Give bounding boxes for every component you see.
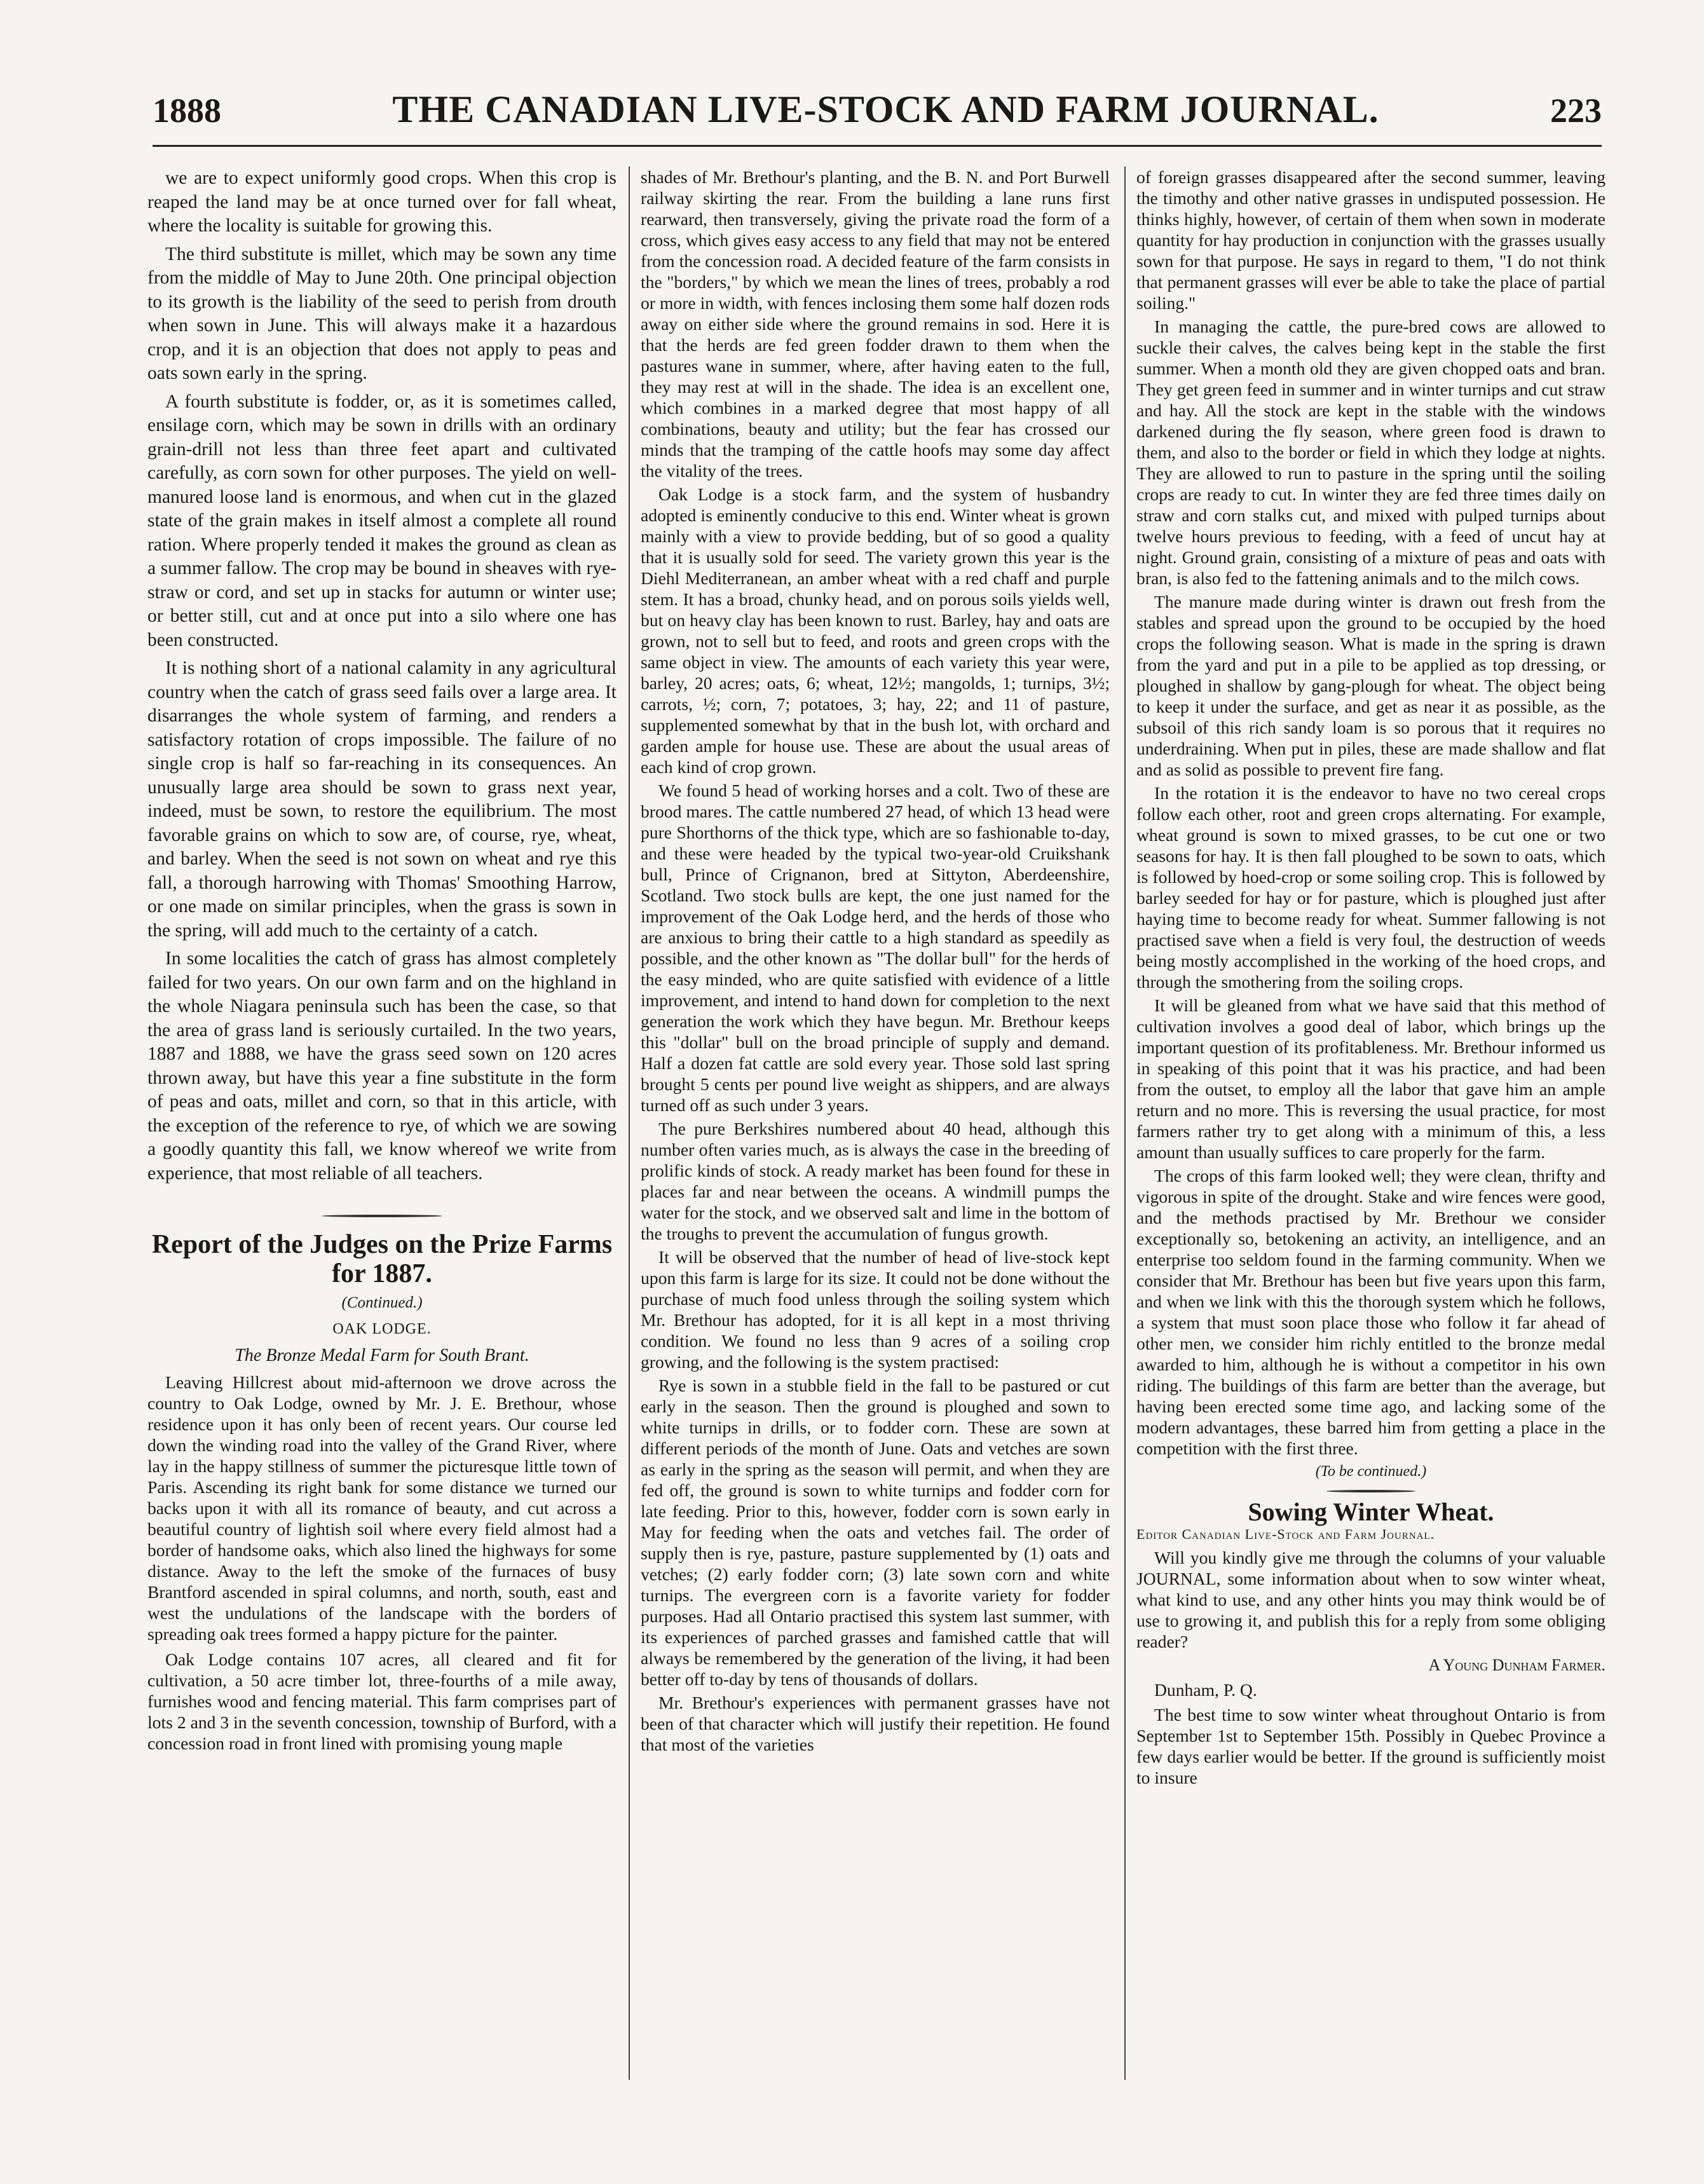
column-3	[1136, 167, 1605, 2073]
page-number: 223	[1550, 92, 1602, 130]
paragraph: of foreign grasses disappeared after the second summer, leaving the timothy and other native grasses in undisputed possession. He thinks highly, however, of certain of them when sown in moderate quantity for hay production in conjunction with the grasses usually sown for that purpose. He says in regard to them, "I do not think that permanent grasses will ever be able to take the place of partial soiling."	[1136, 167, 1605, 313]
paragraph: Oak Lodge is a stock farm, and the system of husbandry adopted is eminently conducive to this end. Winter wheat is grown mainly with a view to provide bedding, but of so good a quality that it is usually sold for seed. The variety grown this year is the Diehl Mediterranean, an amber wheat with a red chaff and purple stem. It has a broad, chunky head, and on porous soils yields well, but on heavy clay has been known to rust. Barley, hay and oats are grown, not to sell but to feed, and roots and green crops with the same object in view. The amounts of each variety this year were, barley, 20 acres; oats, 6; wheat, 12½; mangolds, 1; turnips, 3½; carrots, ½; corn, 7; potatoes, 3; hay, 22; and 11 of pasture, supplemented somewhat by that in the bush lot, with orchard and garden ample for house use. These are about the usual areas of each kind of crop grown.	[641, 484, 1110, 777]
letter-paragraph: Will you kindly give me through the columns of your valuable JOURNAL, some information about when to sow winter wheat, what kind to use, and any other hints you may think would be of use to growing it, and publish this for a reply from some obliging reader?	[1136, 1548, 1605, 1651]
paragraph: shades of Mr. Brethour's planting, and the B. N. and Port Burwell railway skirting the rear. From the building a lane runs first rearward, then transversely, giving the private road the form of a cross, which gives easy access to any field that may not be entered from the concession road. A decided feature of the farm consists in the "borders," by which we mean the lines of trees, probably a rod or more in width, with fences inclosing them some half dozen rods away on either side where the ground remains in sod. Here it is that the herds are fed green fodder drawn to them when the pastures wane in summer, where, after having eaten to the full, they may rest at will in the shade. The idea is an excellent one, which combines in a marked degree that most happy of all combinations, beauty and utility; but the fear has crossed our minds that the tramping of the cattle hoofs may some day affect the vitality of the trees.	[641, 167, 1110, 481]
paragraph: Oak Lodge contains 107 acres, all cleared and fit for cultivation, a 50 acre timber lot, three-fourths of a mile away, furnishes wood and fencing material. This farm comprises part of lots 2 and 3 in the seventh concession, township of Burford, with a concession road in front lined with promising young maple	[147, 1649, 617, 1753]
paragraph: In managing the cattle, the pure-bred cows are allowed to suckle their calves, the calves being kept in the stable the first summer. When a month old they are given chopped oats and bran. They get green feed in summer and in winter turnips and cut straw and hay. All the stock are kept in the stable with the windows darkened during the fly season, where green food is drawn to them, and also to the border or field in which they lodge at nights. They are allowed to run to pasture in the spring until the soiling crops are ready to cut. In winter they are fed three times daily on straw and corn stalks cut, and mixed with pulped turnips about twelve hours previous to feeding, with a feed of uncut hay at night. Ground grain, consisting of a mixture of peas and oats with bran, is also fed to the fattening animals and to the milch cows.	[1136, 317, 1605, 588]
paragraph: Rye is sown in a stubble field in the fall to be pastured or cut early in the season. Then the ground is ploughed and sown to white turnips in drills, or to fodder corn. These are sown at different periods of the month of June. Oats and vetches are sown as early in the spring as the season will permit, and when they are fed off, the ground is sown to white turnips and fodder corn for late feeding. Prior to this, however, fodder corn is sown early in May for feeding when the oats and vetches fail. The order of supply then is rye, pasture, pasture supplemented by (1) oats and vetches; (2) early fodder corn; (3) late sown corn and white turnips. The evergreen corn is a favorite variety for fodder purposes. Had all Ontario practised this system last summer, with its experiences of parched grasses and famished cattle that will always be remembered by the generation of the living, it had been better off to-day by tens of thousands of dollars.	[641, 1375, 1110, 1689]
article-title: Sowing Winter Wheat.	[1248, 1498, 1494, 1526]
paragraph: It will be gleaned from what we have said that this method of cultivation involves a good deal of labor, which brings up the important question of its profitableness. Mr. Brethour informed us in speaking of this point that it was his practice, and had been from the outset, to employ all the labor that gave him an ample return and no more. This is reversing the usual practice, for most farmers rather try to get along with a minimum of this, a less amount than usually suffices to care properly for the farm.	[1136, 995, 1605, 1162]
section-divider	[322, 1215, 442, 1217]
page-header	[153, 88, 1602, 147]
paragraph: A fourth substitute is fodder, or, as it is sometimes called, ensilage corn, which may be sown in drills with an ordinary grain-drill not less than three feet apart and cultivated carefully, as corn sown for other purposes. The yield on well-manured loose land is enormous, and when cut in the glazed state of the grain makes in itself almost a complete all round ration. Where properly tended it makes the ground as clean as a summer fallow. The crop may be bound in sheaves with rye-straw or cord, and set up in stacks for autumn or winter use; or better still, cut and at once put into a silo where one has been constructed.	[147, 391, 617, 650]
paragraph: It is nothing short of a national calamity in any agricultural country when the catch of grass seed fails over a large area. It disarranges the whole system of farming, and renders a satisfactory rotation of crops impossible. The failure of no single crop is half so far-reaching in its consequences. An unusually large area should be sown to grass next year, indeed, must be sown, to restore the equilibrium. The most favorable grains on which to sow are, of course, rye, wheat, and barley. When the seed is not sown on wheat and rye this fall, a thorough harrowing with Thomas' Smoothing Harrow, or one made on similar principles, when the grass is sown in the spring, will add much to the certainty of a catch.	[147, 658, 617, 941]
paragraph: Leaving Hillcrest about mid-afternoon we drove across the country to Oak Lodge, owned by Mr. J. E. Brethour, whose residence upon it has only been of recent years. Our course led down the winding road into the valley of the Grand River, where lay in the happy stillness of summer the picturesque little town of Paris. Ascending its right bank for some distance we turned our backs upon it with all its romance of beauty, and cut across a beautiful country of lightish soil where every field almost had a border of handsome oaks, which also lined the highways for some distance. Away to the left the smoke of the furnaces of busy Brantford ascended in spiral columns, and north, south, east and west the undulations of the landscape with the borders of spreading oak trees formed a happy picture for the painter.	[147, 1372, 617, 1644]
answer-paragraph: The best time to sow winter wheat throughout Ontario is from September 1st to September 15th. Possibly in Quebec Province a few days earlier would be better. If the ground is sufficiently moist to insure	[1136, 1705, 1605, 1787]
column-rule	[629, 167, 630, 2080]
to-be-continued: (To be continued.)	[1315, 1463, 1427, 1480]
paragraph: The manure made during winter is drawn out fresh from the stables and spread upon the ground to be occupied by the hoed crops the following season. What is made in the spring is drawn from the yard and put in a pile to be applied as top dressing, or ploughed in shallow by gang-plough for wheat. The object being to keep it under the surface, and get as near it as possible, as the subsoil of this rich sandy loam is so porous that it requires no underdraining. When put in piles, these are made shallow and flat and as solid as possible to prevent fire fang.	[1136, 592, 1605, 779]
paragraph: we are to expect uniformly good crops. When this crop is reaped the land may be at once turned over for fall wheat, where the locality is suitable for growing this.	[147, 168, 617, 236]
article-title: Report of the Judges on the Prize Farms for 1887.	[151, 1230, 613, 1288]
section-heading: OAK LODGE.	[332, 1320, 432, 1337]
journal-title: THE CANADIAN LIVE-STOCK AND FARM JOURNAL.	[392, 88, 1379, 130]
letter-place: Dunham, P. Q.	[1154, 1680, 1257, 1700]
column-1	[147, 167, 617, 2073]
continued-note: (Continued.)	[341, 1294, 423, 1311]
paragraph: In some localities the catch of grass has almost completely failed for two years. On our own farm and on the highland in the whole Niagara peninsula such has been the case, so that the area of grass land is seriously curtailed. In the two years, 1887 and 1888, we have the grass seed sown on 120 acres thrown away, but have this year a fine substitute in the form of peas and oats, millet and corn, so that in this article, with the exception of the reference to rye, of which we are sowing a goodly quantity this fall, we know whereof we write from experience, that most reliable of all teachers.	[147, 948, 617, 1184]
column-2	[641, 167, 1110, 2073]
editor-address: Editor Canadian Live-Stock and Farm Journal.	[1136, 1526, 1435, 1542]
paragraph: The third substitute is millet, which may be sown any time from the middle of May to June 20th. One principal objection to its growth is the liability of the seed to perish from drouth when sown in June. This will always make it a hazardous crop, and it is an objection that does not apply to peas and oats sown early in the spring.	[147, 243, 617, 383]
letter-signature: A Young Dunham Farmer.	[1428, 1656, 1605, 1674]
paragraph: The pure Berkshires numbered about 40 head, although this number often varies much, as is always the case in the breeding of prolific kinds of stock. A ready market has been found for these in places far and near between the oceans. A windmill pumps the water for the stock, and we observed salt and lime in the bottom of the troughs to prevent the accumulation of fungus growth.	[641, 1119, 1110, 1243]
article-subtitle: The Bronze Medal Farm for South Brant.	[235, 1346, 529, 1365]
section-divider	[1326, 1490, 1415, 1492]
paragraph: In the rotation it is the endeavor to have no two cereal crops follow each other, root and green crops alternating. For example, wheat ground is sown to mixed grasses, to be cut one or two seasons for hay. It is then fall ploughed to be sown to oats, which is followed by hoed-crop or some soiling crop. This is followed by barley seeded for hay or for pasture, which is ploughed just after haying time to become ready for wheat. Summer fallowing is not practised save when a field is very foul, the destruction of weeds being mostly accomplished in the working of the hoed crops, and through the smothering from the soiling crops.	[1136, 783, 1605, 992]
column-rule	[1124, 167, 1126, 2080]
paragraph: Mr. Brethour's experiences with permanent grasses have not been of that character which will justify their repetition. He found that most of the varieties	[641, 1693, 1110, 1754]
paragraph: It will be observed that the number of head of live-stock kept upon this farm is large for its size. It could not be done without the purchase of much food unless through the soiling system which Mr. Brethour has adopted, for it is all kept in a most thriving condition. We found no less than 9 acres of a soiling crop growing, and the following is the system practised:	[641, 1247, 1110, 1372]
header-year: 1888	[153, 92, 221, 130]
paragraph: We found 5 head of working horses and a colt. Two of these are brood mares. The cattle numbered 27 head, of which 13 head were pure Shorthorns of the thick type, which are so fashionable to-day, and these were headed by the typical two-year-old Cruikshank bull, Prince of Crignanon, bred at Sittyton, Aberdeenshire, Scotland. Two stock bulls are kept, the one just named for the improvement of the Oak Lodge herd, and the herds of those who are anxious to bring their cattle to a high standard as speedily as possible, and the other known as "The dollar bull" for the herds of the easy minded, who are quite satisfied with evidence of a little improvement, and intend to hand down for completion to the next generation the work which they have begun. Mr. Brethour keeps this "dollar" bull on the broad principle of supply and demand. Half a dozen fat cattle are sold every year. Those sold last spring brought 5 cents per pound live weight as shippers, and are always turned off as such under 3 years.	[641, 781, 1110, 1115]
text-columns	[147, 167, 1607, 2073]
paragraph: The crops of this farm looked well; they were clean, thrifty and vigorous in spite of the drought. Stake and wire fences were good, and the methods practised by Mr. Brethour we consider exceptionally so, betokening an activity, an intelligence, and an enterprise too seldom found in the farming community. When we consider that Mr. Brethour has been but five years upon this farm, and when we link with this the thorough system which he follows, a system that must soon place those who follow it far ahead of other men, we consider him richly entitled to the bronze medal awarded to him, although he is without a competitor in his own riding. The buildings of this farm are better than the average, but having been erected some time ago, and lacking some of the modern advantages, these barred him from getting a place in the competition with the first three.	[1136, 1166, 1605, 1458]
